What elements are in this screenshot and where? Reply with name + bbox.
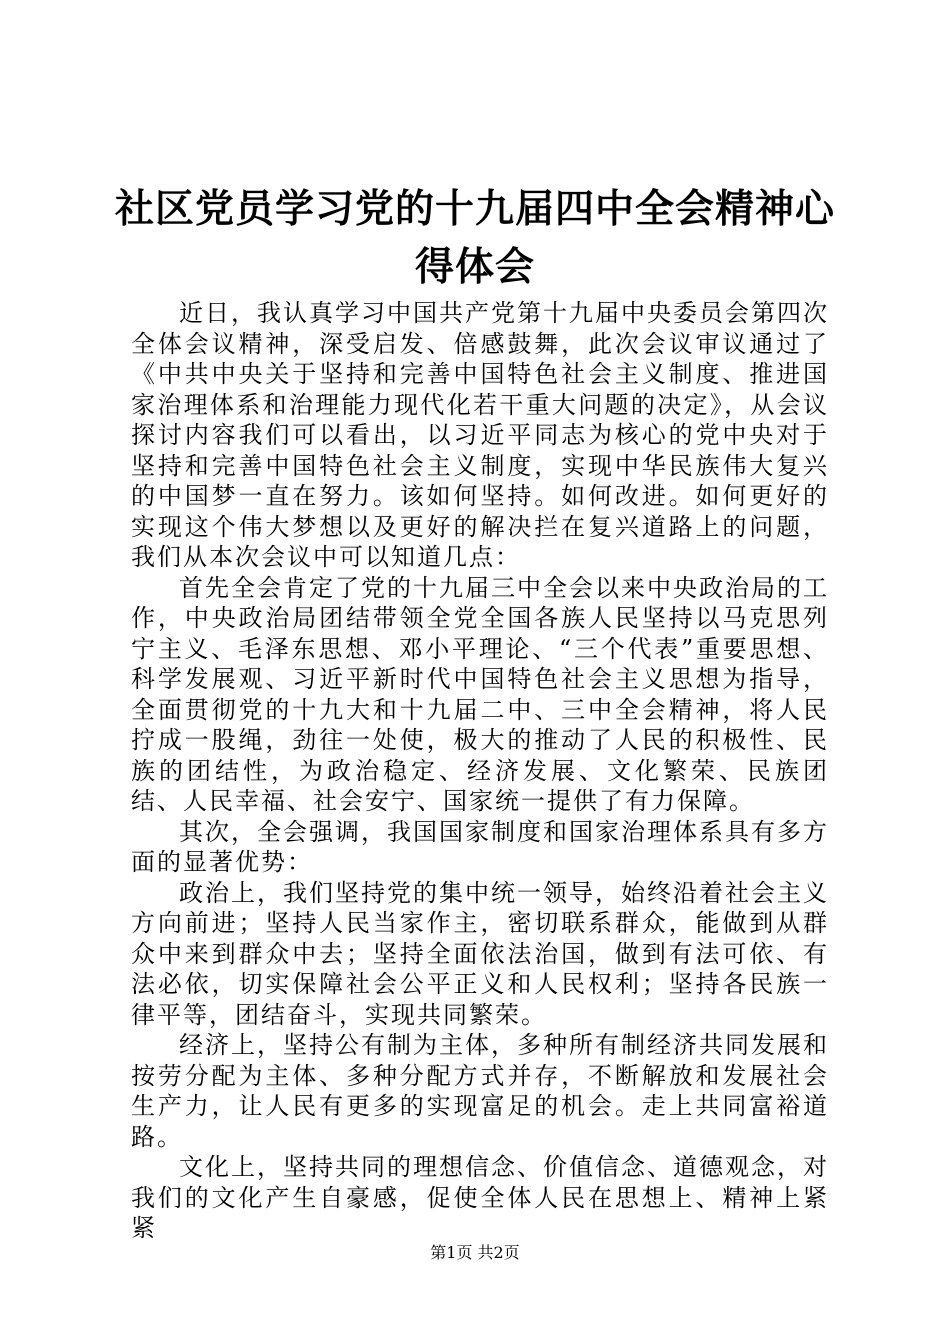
paragraph: 首先全会肯定了党的十九届三中全会以来中央政治局的工作，中央政治局团结带领全党全国各族人民坚持以马克思列宁主义、毛泽东思想、邓小平理论、“三个代表”重要思想、科学发展观、习近平新时代中国特色社会主义思想为指导，全面贯彻党的十九大和十九届二中、三中全会精神，将人民拧成一股绳，劲往一处使，极大的推动了人民的积极性、民族的团结性，为政治稳定、经济发展、文化繁荣、民族团结、人民幸福、社会安宁、国家统一提供了有力保障。 bbox=[131, 573, 829, 815]
paragraph: 文化上，坚持共同的理想信念、价值信念、道德观念，对我们的文化产生自豪感，促使全体人民在思想上、精神上紧紧 bbox=[131, 1153, 829, 1242]
page-number-footer: 第1页 共2页 bbox=[430, 1243, 520, 1262]
document-body bbox=[131, 298, 829, 1244]
paragraph: 近日，我认真学习中国共产党第十九届中央委员会第四次全体会议精神，深受启发、倍感鼓舞，此次会议审议通过了《中共中央关于坚持和完善中国特色社会主义制度、推进国家治理体系和治理能力现代化若干重大问题的决定》，从会议探讨内容我们可以看出，以习近平同志为核心的党中央对于坚持和完善中国特色社会主义制度，实现中华民族伟大复兴的中国梦一直在努力。该如何坚持。如何改进。如何更好的实现这个伟大梦想以及更好的解决拦在复兴道路上的问题，我们从本次会议中可以知道几点： bbox=[131, 299, 829, 571]
document-title: 社区党员学习党的十九届四中全会精神心得体会 bbox=[114, 186, 835, 290]
paragraph: 经济上，坚持公有制为主体，多种所有制经济共同发展和按劳分配为主体、多种分配方式并存，不断解放和发展社会生产力，让人民有更多的实现富足的机会。走上共同富裕道路。 bbox=[131, 1031, 829, 1151]
paragraph: 政治上，我们坚持党的集中统一领导，始终沿着社会主义方向前进；坚持人民当家作主，密切联系群众，能做到从群众中来到群众中去；坚持全面依法治国，做到有法可依、有法必依，切实保障社会公平正义和人民权利；坚持各民族一律平等，团结奋斗，实现共同繁荣。 bbox=[131, 878, 829, 1029]
paragraph: 其次，全会强调，我国国家制度和国家治理体系具有多方面的显著优势： bbox=[131, 817, 829, 876]
